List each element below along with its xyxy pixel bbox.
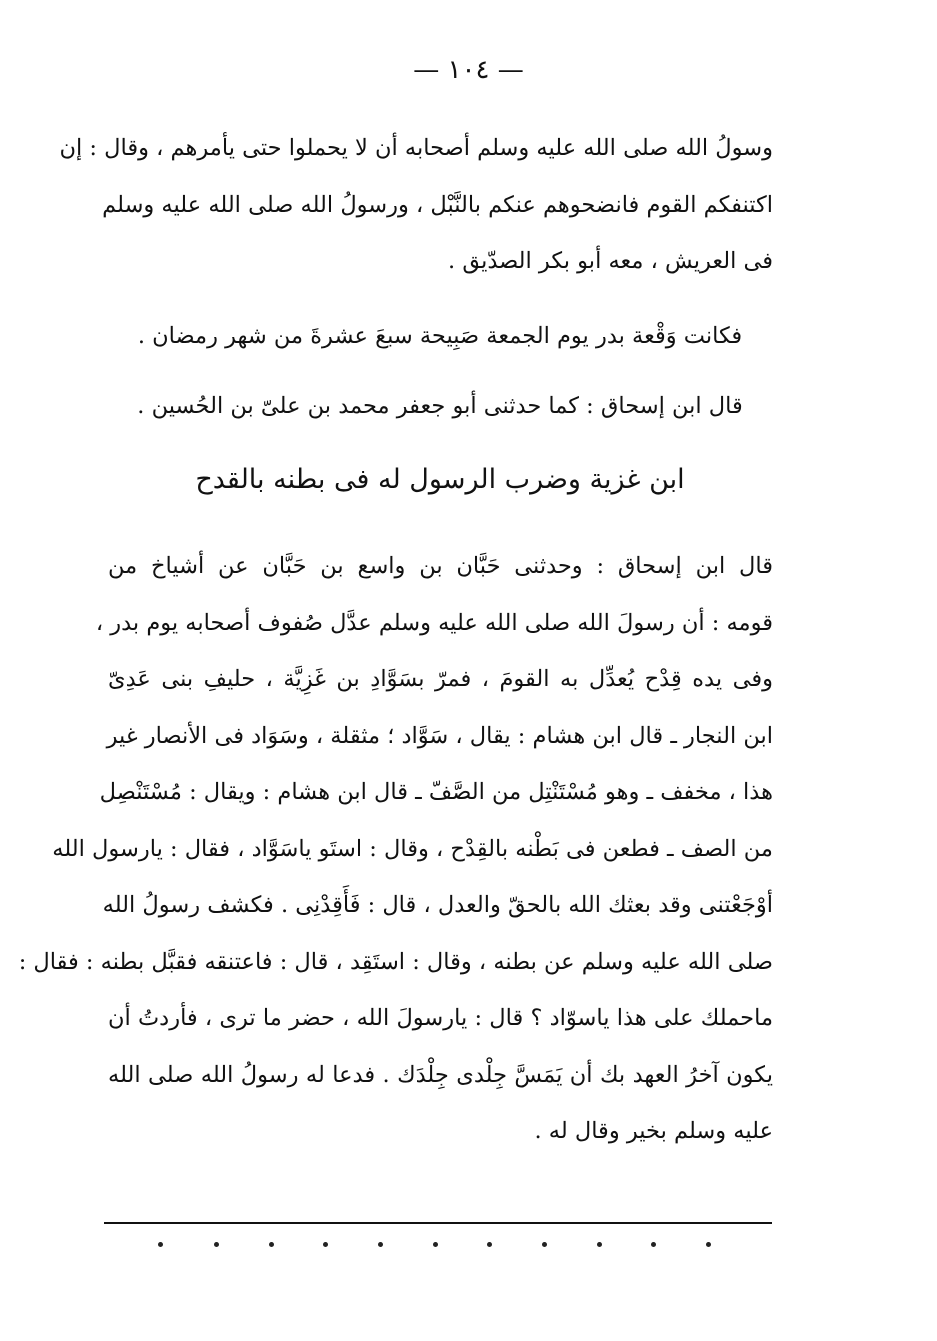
paragraph-line: ابن النجار ـ قال ابن هشام : يقال ، سَوَّاد ؛ مثقلة ، وسَوَاد فى الأنصار غير [106,722,773,749]
waqaa-line: فكانت وَقْعة بدر يوم الجمعة صَبِيحة سبعَ عشرةَ من شهر رمضان . [137,323,743,349]
section-heading: ابن غزية وضرب الرسول له فى بطنه بالقدح [195,464,685,495]
footer-dot [706,1242,711,1247]
footer-dot [378,1242,383,1247]
footer-dot [323,1242,328,1247]
footer-dot [158,1242,163,1247]
footer-dot [433,1242,438,1247]
paragraph-line: هذا ، مخفف ـ وهو مُسْتَنْتِل من الصَّفّ ـ قال ابن هشام : ويقال : مُسْتَنْصِل [99,779,773,805]
paragraph-line: وسولُ الله صلى الله عليه وسلم أصحابه أن لا يحملوا حتى يأمرهم ، وقال : إن [59,135,773,161]
paragraph-line: من الصف ـ فطعن فى بَطْنه بالقِدْح ، وقال : استَو ياسَوَّاد ، فقال : يارسول الله [52,835,773,862]
paragraph-line: قومه : أن رسولَ الله صلى الله عليه وسلم عدَّل صُفوف أصحابه يوم بدر ، [95,609,773,636]
page-number: — ١٠٤ — [413,55,524,85]
footer-dot [269,1242,274,1247]
footer-dot [597,1242,602,1247]
paragraph-line: وفى يده قِدْح يُعدِّل به القومَ ، فمرّ بسَوَّادِ بن غَزِيَّة ، حليفِ بنى عَدِىّ [108,666,773,692]
footer-dot [487,1242,492,1247]
paragraph-line: قال ابن إسحاق : وحدثنى حَبَّان بن واسع بن حَبَّان عن أشياخ من [108,553,773,579]
footer-dot [214,1242,219,1247]
paragraph-line: يكون آخرُ العهد بك أن يَمَسَّ جِلْدى جِلْدَك . فدعا له رسولُ الله صلى الله [108,1061,773,1088]
paragraph-line: أوْجَعْتنى وقد بعثك الله بالحقّ والعدل ، قال : فَأَقِدْنِى . فكشف رسولُ الله [102,892,773,918]
ibn-ishaq-line: قال ابن إسحاق : كما حدثنى أبو جعفر محمد بن علىّ بن الحُسين . [137,393,743,419]
paragraph-line: فى العريش ، معه أبو بكر الصدّيق . [448,248,773,274]
paragraph-2 [18,538,773,1160]
paragraph-1 [59,120,773,290]
footer-dot [651,1242,656,1247]
paragraph-line: صلى الله عليه وسلم عن بطنه ، وقال : استَقِد ، قال : فاعتنقه فقبَّل بطنه : فقال : [18,948,773,975]
paragraph-line: اكتنفكم القوم فانضحوهم عنكم بالنَّبْل ، ورسولُ الله صلى الله عليه وسلم [102,191,773,218]
footer-dots [150,1242,720,1254]
footer-rule [104,1222,772,1224]
footer-dot [542,1242,547,1247]
paragraph-line: عليه وسلم بخير وقال له . [534,1118,773,1144]
paragraph-line: ماحملك على هذا ياسوّاد ؟ قال : يارسولَ الله ، حضر ما ترى ، فأردتُ أن [108,1005,773,1031]
